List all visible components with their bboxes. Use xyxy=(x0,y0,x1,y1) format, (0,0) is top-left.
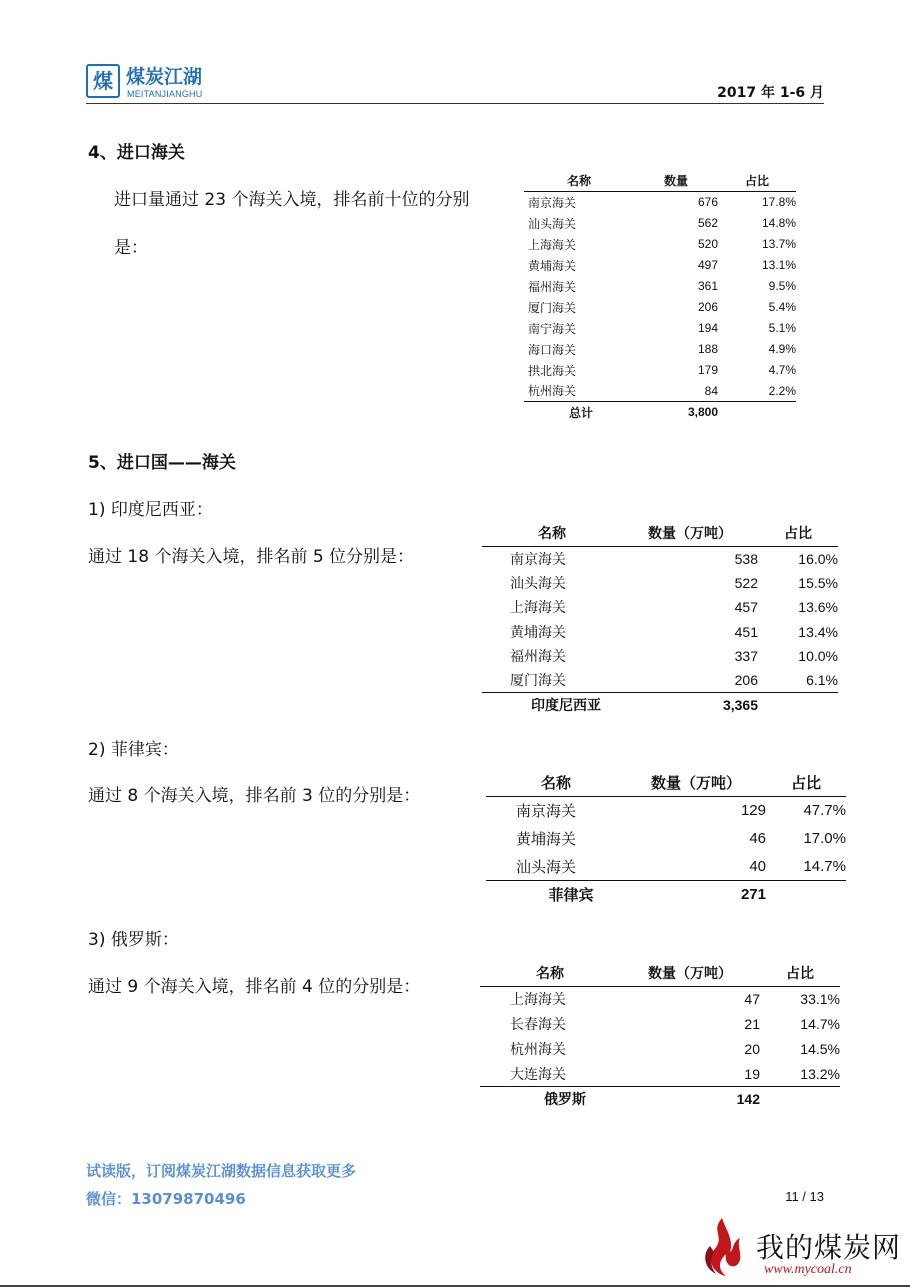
total-label: 菲律宾 xyxy=(486,881,626,909)
cell-pct: 2.2% xyxy=(768,383,796,398)
russia-text: 通过 9 个海关入境，排名前 4 位的分别是： xyxy=(88,977,421,997)
table-row xyxy=(486,853,846,881)
cell-name: 拱北海关 xyxy=(528,363,577,378)
cell-pct: 47.7% xyxy=(803,802,846,820)
cell-name: 汕头海关 xyxy=(516,858,577,876)
watermark-name: 我的煤炭网 xyxy=(756,1231,902,1264)
cell-pct: 16.0% xyxy=(798,550,838,567)
russia-title: 3) 俄罗斯： xyxy=(88,930,179,950)
col-header-name: 名称 xyxy=(486,768,626,797)
col-header-qty: 数量（万吨） xyxy=(622,520,758,547)
cell-qty: 46 xyxy=(749,830,766,847)
col-header-pct: 占比 xyxy=(760,960,840,987)
cell-name: 厦门海关 xyxy=(510,671,566,688)
cell-qty: 206 xyxy=(734,671,758,688)
table-header-row xyxy=(482,520,838,547)
table-total-row xyxy=(480,1087,840,1112)
indonesia-table xyxy=(482,520,838,717)
table-row xyxy=(524,255,796,276)
cell-qty: 21 xyxy=(744,1016,760,1032)
cell-pct: 6.1% xyxy=(806,671,838,688)
table-row xyxy=(524,360,796,381)
table-row xyxy=(482,668,838,692)
cell-qty: 451 xyxy=(734,623,758,640)
cell-pct: 13.2% xyxy=(800,1065,840,1082)
customs-table xyxy=(524,170,796,423)
total-qty: 3,365 xyxy=(622,692,758,716)
cell-name: 上海海关 xyxy=(510,599,566,616)
table-row xyxy=(482,571,838,595)
cell-qty: 84 xyxy=(704,383,718,398)
cell-name: 上海海关 xyxy=(528,237,577,252)
russia-table xyxy=(480,960,840,1112)
section-4-heading: 4、进口海关 xyxy=(88,143,185,163)
cell-name: 黄埔海关 xyxy=(528,258,577,273)
table-row xyxy=(524,276,796,297)
table-total-row xyxy=(486,881,846,909)
section-4-text-line2: 是： xyxy=(114,238,148,258)
footer-promo: 试读版，订阅煤炭江湖数据信息获取更多 xyxy=(86,1162,357,1180)
flame-logo-icon xyxy=(696,1216,748,1278)
table-header-row xyxy=(524,170,796,192)
footer-wechat: 微信：13079870496 xyxy=(86,1190,246,1208)
col-header-pct: 占比 xyxy=(758,520,838,547)
cell-qty: 538 xyxy=(734,550,758,567)
col-header-pct: 占比 xyxy=(718,170,796,192)
cell-name: 长春海关 xyxy=(510,1016,566,1032)
cell-qty: 206 xyxy=(697,300,718,314)
cell-pct: 5.4% xyxy=(768,300,796,314)
total-qty: 142 xyxy=(620,1087,760,1112)
total-label: 总计 xyxy=(524,402,634,423)
table-row xyxy=(524,234,796,255)
col-header-qty: 数量（万吨） xyxy=(626,768,766,797)
cell-name: 汕头海关 xyxy=(528,216,577,231)
table-row xyxy=(480,987,840,1012)
cell-qty: 20 xyxy=(744,1041,760,1057)
logo-glyph: 煤 xyxy=(93,69,113,93)
cell-pct: 17.8% xyxy=(761,195,796,210)
total-qty: 271 xyxy=(626,881,766,909)
table-row xyxy=(524,339,796,360)
logo-mark xyxy=(86,64,120,98)
header-divider xyxy=(86,103,824,104)
col-header-pct: 占比 xyxy=(766,768,846,797)
cell-name: 海口海关 xyxy=(528,342,577,357)
table-row xyxy=(482,547,838,571)
col-header-qty: 数量（万吨） xyxy=(620,960,760,987)
table-row xyxy=(482,595,838,619)
cell-pct: 5.1% xyxy=(768,321,796,335)
cell-pct: 13.7% xyxy=(761,237,796,251)
cell-pct: 13.6% xyxy=(798,599,838,616)
table-row xyxy=(524,381,796,402)
cell-name: 上海海关 xyxy=(510,991,566,1008)
table-row xyxy=(480,1037,840,1062)
table-row xyxy=(480,1062,840,1087)
total-label: 俄罗斯 xyxy=(480,1087,620,1112)
cell-qty: 129 xyxy=(740,802,766,820)
cell-pct: 4.7% xyxy=(768,363,796,377)
cell-name: 汕头海关 xyxy=(510,574,566,591)
philippines-text: 通过 8 个海关入境，排名前 3 位的分别是： xyxy=(88,786,421,806)
cell-pct: 13.1% xyxy=(761,258,796,272)
logo-pinyin: MEITANJIANGHU xyxy=(127,89,203,99)
cell-qty: 361 xyxy=(697,279,718,293)
table-row xyxy=(524,192,796,213)
total-label: 印度尼西亚 xyxy=(482,692,622,716)
section-5-heading: 5、进口国——海关 xyxy=(88,453,236,473)
bottom-border xyxy=(0,1285,910,1287)
col-header-name: 名称 xyxy=(480,960,620,987)
cell-name: 南京海关 xyxy=(510,550,566,567)
table-total-row xyxy=(524,402,796,423)
cell-name: 福州海关 xyxy=(528,279,577,294)
cell-qty: 19 xyxy=(744,1065,760,1082)
col-header-name: 名称 xyxy=(524,170,634,192)
table-row xyxy=(480,1012,840,1037)
cell-name: 福州海关 xyxy=(510,647,566,664)
cell-qty: 179 xyxy=(697,363,718,377)
philippines-table xyxy=(486,768,846,909)
table-header-row xyxy=(486,768,846,797)
cell-qty: 676 xyxy=(697,195,718,210)
indonesia-title: 1) 印度尼西亚： xyxy=(88,500,213,520)
cell-name: 南京海关 xyxy=(516,803,577,821)
cell-name: 南京海关 xyxy=(528,195,577,210)
cell-name: 杭州海关 xyxy=(528,384,577,399)
cell-pct: 17.0% xyxy=(803,830,846,847)
table-row xyxy=(486,797,846,825)
header-date: 2017 年 1-6 月 xyxy=(717,85,824,101)
cell-name: 黄埔海关 xyxy=(516,831,577,848)
cell-qty: 337 xyxy=(734,647,758,664)
cell-pct: 14.7% xyxy=(803,857,846,875)
page-number: 11 / 13 xyxy=(785,1189,824,1204)
cell-qty: 457 xyxy=(734,599,758,616)
cell-qty: 188 xyxy=(697,342,718,356)
cell-pct: 10.0% xyxy=(798,647,838,664)
total-qty: 3,800 xyxy=(634,402,718,423)
cell-pct: 14.5% xyxy=(800,1041,840,1057)
cell-qty: 520 xyxy=(697,237,718,251)
table-header-row xyxy=(480,960,840,987)
cell-pct: 33.1% xyxy=(800,991,840,1008)
table-row xyxy=(482,644,838,668)
cell-name: 黄埔海关 xyxy=(510,623,566,640)
cell-qty: 47 xyxy=(744,991,760,1008)
cell-pct: 15.5% xyxy=(798,574,838,591)
cell-qty: 562 xyxy=(697,216,718,230)
cell-name: 杭州海关 xyxy=(510,1041,566,1057)
philippines-title: 2) 菲律宾： xyxy=(88,740,179,760)
cell-qty: 194 xyxy=(697,321,718,335)
cell-pct: 14.8% xyxy=(761,216,796,230)
table-row xyxy=(486,825,846,853)
table-row xyxy=(524,318,796,339)
cell-name: 南宁海关 xyxy=(528,321,577,336)
table-row xyxy=(482,619,838,643)
cell-qty: 40 xyxy=(749,857,766,875)
cell-qty: 522 xyxy=(734,574,758,591)
table-row xyxy=(524,213,796,234)
watermark-url: www.mycoal.cn xyxy=(764,1262,852,1277)
cell-pct: 14.7% xyxy=(800,1016,840,1032)
indonesia-text: 通过 18 个海关入境，排名前 5 位分别是： xyxy=(88,547,415,567)
cell-pct: 4.9% xyxy=(768,342,796,356)
cell-pct: 13.4% xyxy=(798,623,838,640)
cell-name: 厦门海关 xyxy=(528,300,577,315)
col-header-qty: 数量 xyxy=(634,170,718,192)
logo-name: 煤炭江湖 xyxy=(126,66,203,88)
cell-pct: 9.5% xyxy=(768,279,796,293)
table-total-row xyxy=(482,692,838,716)
section-4-text-line1: 进口量通过 23 个海关入境，排名前十位的分别 xyxy=(114,190,470,210)
cell-name: 大连海关 xyxy=(510,1065,566,1082)
table-row xyxy=(524,297,796,318)
cell-qty: 497 xyxy=(697,258,718,272)
col-header-name: 名称 xyxy=(482,520,622,547)
